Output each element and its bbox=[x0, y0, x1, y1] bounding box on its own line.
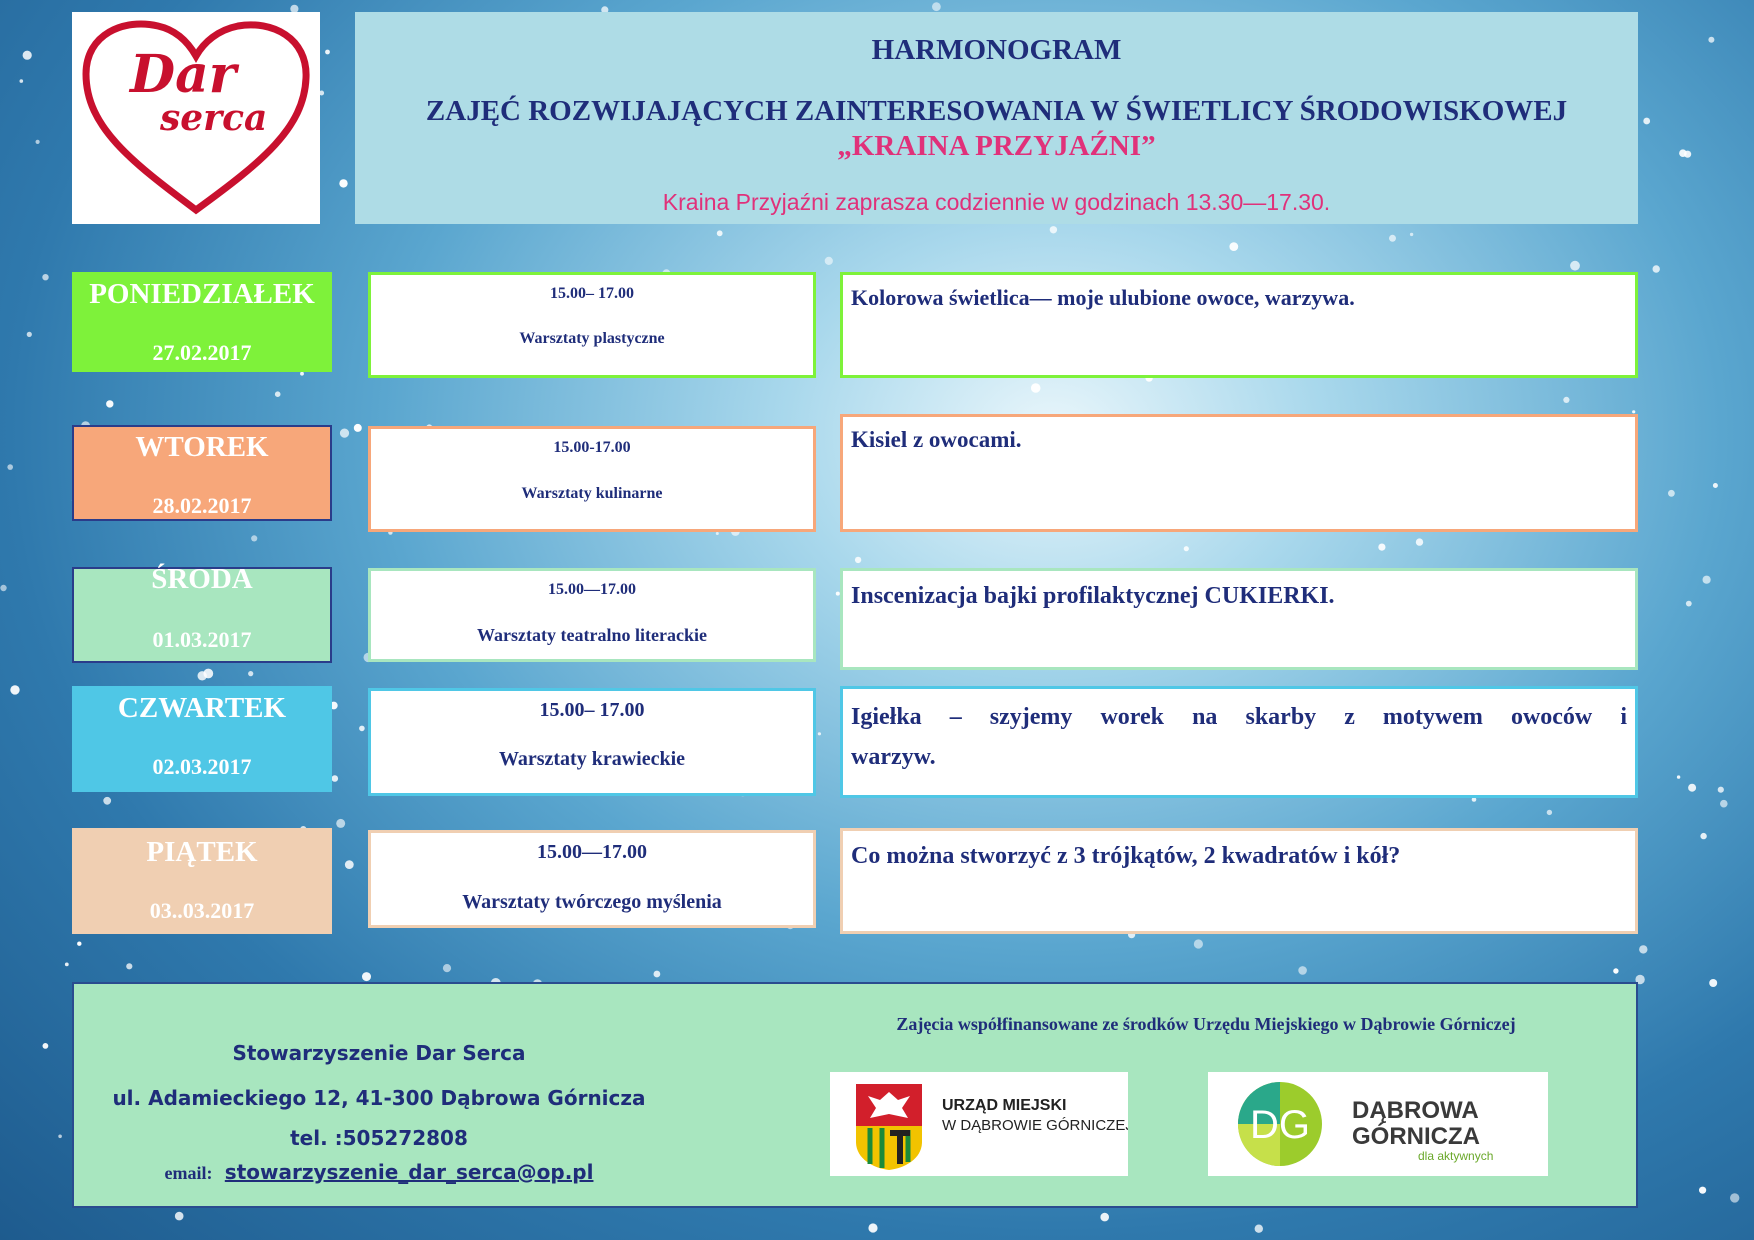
urzad-line1: URZĄD MIEJSKI bbox=[942, 1097, 1067, 1114]
snowflake bbox=[1184, 546, 1189, 551]
day-tuesday bbox=[72, 425, 332, 521]
activity-monday: Kolorowa świetlica— moje ulubione owoce, warzywa. bbox=[840, 272, 1638, 378]
snowflake bbox=[1713, 483, 1718, 488]
day-date: 01.03.2017 bbox=[152, 627, 252, 652]
snowflake bbox=[362, 972, 371, 981]
urzad-miejski-logo bbox=[830, 1072, 1128, 1176]
logo-text-dar: Dar bbox=[130, 44, 237, 105]
footer-panel bbox=[72, 982, 1638, 1208]
snowflake bbox=[1718, 787, 1724, 793]
snowflake bbox=[251, 535, 257, 541]
snowflake bbox=[325, 50, 330, 55]
snowflake bbox=[1686, 601, 1692, 607]
activity-friday: Co można stworzyć z 3 trójkątów, 2 kwadratów i kół? bbox=[840, 828, 1638, 934]
day-name: ŚRODA bbox=[151, 563, 253, 595]
snowflake bbox=[27, 332, 32, 337]
snowflake bbox=[1031, 383, 1041, 393]
snowflake bbox=[332, 775, 339, 782]
snowflake bbox=[126, 963, 132, 969]
snowflake bbox=[1416, 538, 1423, 545]
center-name: „KRAINA PRZYJAŹNI” bbox=[837, 130, 1156, 162]
snowflake bbox=[868, 1223, 877, 1232]
header-banner bbox=[355, 12, 1638, 224]
activity-wednesday: Inscenizacja bajki profilaktycznej CUKIERKI. bbox=[840, 568, 1638, 670]
snowflake bbox=[717, 230, 723, 236]
logo-text-serca: serca bbox=[160, 97, 268, 139]
dabrowa-line1: DĄBROWA bbox=[1352, 1097, 1479, 1124]
snowflake bbox=[359, 726, 365, 732]
snowflake bbox=[1298, 966, 1307, 975]
snowflake bbox=[1632, 410, 1635, 413]
slot-wednesday bbox=[368, 568, 816, 662]
page-subtitle: ZAJĘĆ ROZWIJAJĄCYCH ZAINTERESOWANIA W ŚWIETLICY ŚRODOWISKOWEJ bbox=[425, 95, 1568, 127]
snowflake bbox=[1720, 800, 1728, 808]
slot-workshop: Warsztaty teatralno literackie bbox=[477, 625, 707, 645]
snowflake bbox=[1570, 261, 1580, 271]
snowflake bbox=[1643, 118, 1650, 125]
slot-monday bbox=[368, 272, 816, 378]
slot-time: 15.00—17.00 bbox=[537, 841, 647, 863]
snowflake bbox=[654, 971, 661, 978]
page-title: HARMONOGRAM bbox=[871, 34, 1122, 66]
day-monday bbox=[72, 272, 332, 372]
snowflake bbox=[1563, 397, 1569, 403]
snowflake bbox=[1703, 576, 1711, 584]
snowflake bbox=[43, 1043, 49, 1049]
activity-thursday: Igiełka – szyjemy worek na skarby z motywem owoców i warzyw. bbox=[840, 686, 1638, 798]
snowflake bbox=[336, 819, 345, 828]
slot-time: 15.00—17.00 bbox=[548, 581, 636, 598]
snowflake bbox=[36, 140, 40, 144]
snowflake bbox=[106, 400, 113, 407]
snowflake bbox=[10, 685, 19, 694]
dabrowa-line2: GÓRNICZA bbox=[1352, 1123, 1480, 1150]
day-name: PONIEDZIAŁEK bbox=[89, 278, 315, 310]
snowflake bbox=[20, 79, 24, 83]
day-date: 28.02.2017 bbox=[152, 493, 252, 518]
snowflake bbox=[23, 51, 32, 60]
slot-workshop: Warsztaty plastyczne bbox=[519, 330, 665, 347]
snowflake bbox=[198, 671, 207, 680]
activity-tuesday: Kisiel z owocami. bbox=[840, 414, 1638, 532]
day-thursday bbox=[72, 686, 332, 792]
slot-time: 15.00– 17.00 bbox=[550, 285, 634, 302]
day-friday bbox=[72, 828, 332, 934]
snowflake bbox=[1229, 242, 1238, 251]
invitation-text: Kraina Przyjaźni zaprasza codziennie w godzinach 13.30—17.30. bbox=[662, 189, 1331, 215]
slot-workshop: Warsztaty kulinarne bbox=[521, 485, 663, 502]
org-name: Stowarzyszenie Dar Serca bbox=[232, 1041, 526, 1065]
slot-time: 15.00-17.00 bbox=[553, 439, 631, 456]
snowflake bbox=[1708, 37, 1714, 43]
snowflake bbox=[1194, 939, 1203, 948]
snowflake bbox=[1100, 1213, 1109, 1222]
snowflake bbox=[932, 2, 941, 11]
snowflake bbox=[1709, 979, 1717, 987]
urzad-line2: W DĄBROWIE GÓRNICZEJ bbox=[942, 1117, 1128, 1134]
snowflake bbox=[1547, 810, 1552, 815]
day-name: PIĄTEK bbox=[146, 836, 258, 868]
funding-note: Zajęcia współfinansowane ze środków Urzędu Miejskiego w Dąbrowie Górniczej bbox=[896, 1014, 1516, 1034]
dg-mark-text: DG bbox=[1250, 1103, 1310, 1147]
snowflake bbox=[825, 257, 833, 265]
snowflake bbox=[1653, 265, 1660, 272]
snowflake bbox=[443, 964, 451, 972]
snowflake bbox=[1410, 233, 1413, 236]
snowflake bbox=[58, 1135, 62, 1139]
email-label: email: bbox=[164, 1163, 213, 1183]
slot-workshop: Warsztaty krawieckie bbox=[498, 748, 686, 770]
snowflake bbox=[1389, 235, 1396, 242]
email-link[interactable]: stowarzyszenie_dar_serca@op.pl bbox=[224, 1160, 594, 1184]
snowflake bbox=[7, 464, 13, 470]
snowflake bbox=[716, 532, 719, 535]
snowflake bbox=[339, 179, 347, 187]
org-email-line bbox=[74, 1160, 684, 1184]
snowflake bbox=[65, 963, 69, 967]
day-name: CZWARTEK bbox=[117, 692, 287, 724]
day-date: 27.02.2017 bbox=[152, 340, 252, 365]
snowflake bbox=[1668, 490, 1675, 497]
org-address: ul. Adamieckiego 12, 41-300 Dąbrowa Górnicza bbox=[112, 1086, 646, 1110]
snowflake bbox=[1679, 149, 1687, 157]
snowflake bbox=[1378, 544, 1385, 551]
snowflake bbox=[1730, 1193, 1739, 1202]
snowflake bbox=[345, 860, 354, 869]
snowflake bbox=[340, 429, 349, 438]
day-wednesday bbox=[72, 563, 332, 663]
snowflake bbox=[275, 391, 281, 397]
snowflake bbox=[1613, 968, 1618, 973]
snowflake bbox=[1255, 1225, 1263, 1233]
day-date: 02.03.2017 bbox=[152, 754, 252, 779]
slot-workshop: Warsztaty twórczego myślenia bbox=[462, 891, 722, 913]
slot-friday bbox=[368, 830, 816, 928]
snowflake bbox=[0, 585, 6, 591]
slot-tuesday bbox=[368, 426, 816, 532]
snowflake bbox=[42, 274, 48, 280]
snowflake bbox=[1639, 945, 1647, 953]
snowflake bbox=[1700, 833, 1706, 839]
dabrowa-gornicza-logo bbox=[1208, 1072, 1548, 1176]
snowflake bbox=[354, 424, 362, 432]
snowflake bbox=[1688, 784, 1696, 792]
snowflake bbox=[300, 372, 304, 376]
snowflake bbox=[175, 1212, 184, 1221]
snowflake bbox=[103, 797, 111, 805]
org-phone: tel. :505272808 bbox=[290, 1126, 468, 1150]
dar-serca-logo bbox=[72, 12, 320, 224]
slot-thursday bbox=[368, 688, 816, 796]
slot-time: 15.00– 17.00 bbox=[539, 699, 645, 721]
coat-of-arms-icon bbox=[856, 1084, 922, 1170]
snowflake bbox=[1699, 1187, 1706, 1194]
day-name: WTOREK bbox=[135, 431, 269, 463]
day-date: 03..03.2017 bbox=[149, 898, 255, 923]
snowflake bbox=[1050, 226, 1057, 233]
snowflake bbox=[855, 557, 861, 563]
snowflake bbox=[1677, 775, 1680, 778]
snowflake bbox=[77, 942, 81, 946]
dg-mark-icon bbox=[1238, 1082, 1322, 1166]
dabrowa-tagline: dla aktywnych bbox=[1418, 1149, 1494, 1163]
snowflake bbox=[818, 732, 821, 735]
snowflake bbox=[248, 671, 253, 676]
